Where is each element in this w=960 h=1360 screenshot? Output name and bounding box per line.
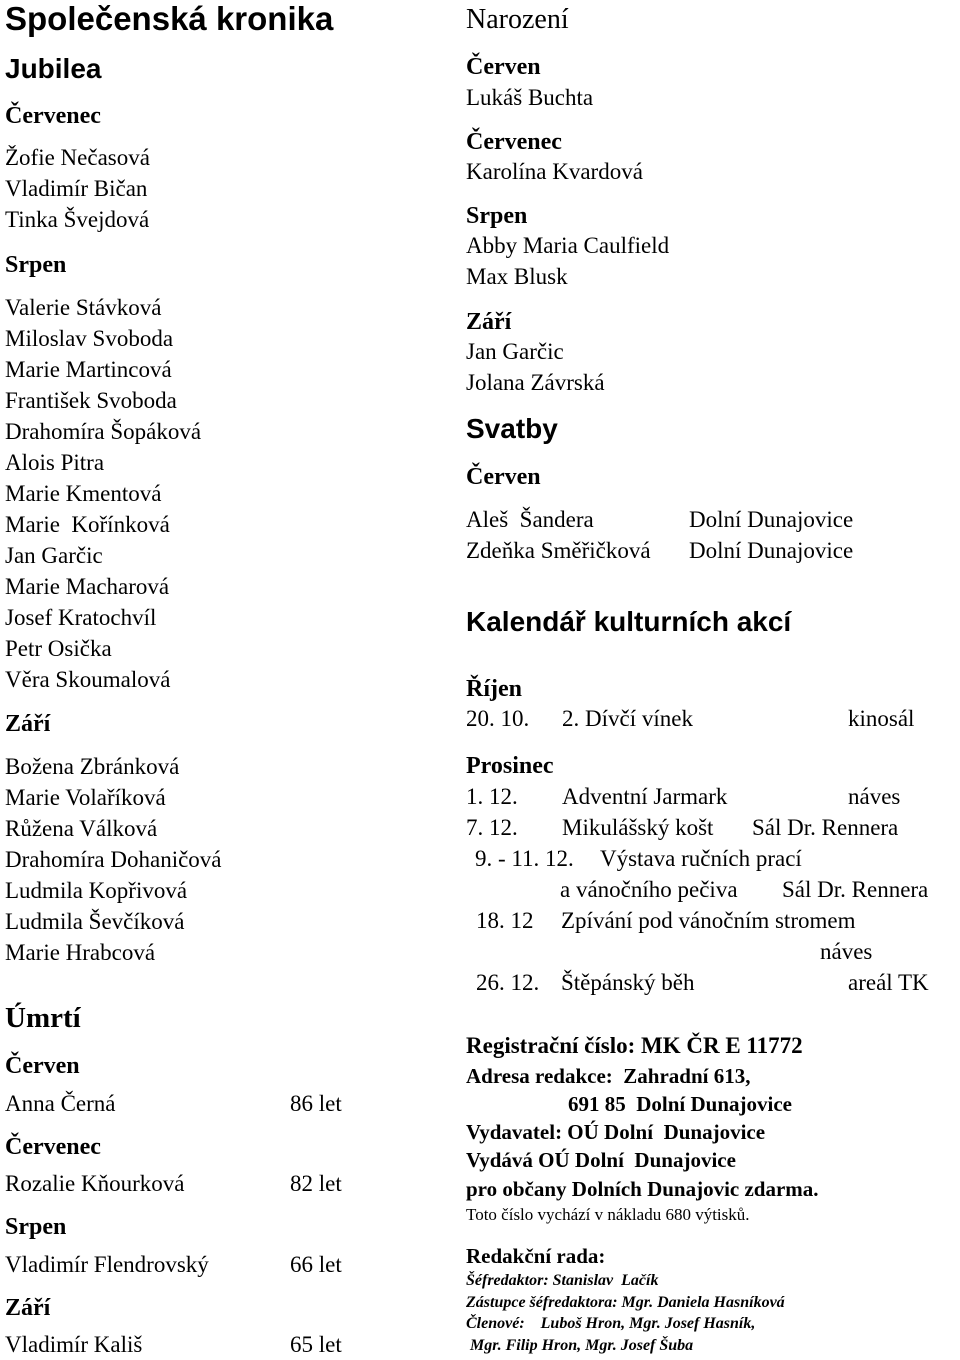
jubilea-person: Božena Zbránková [5, 754, 180, 779]
umrti-month: Srpen [5, 1214, 67, 1240]
jubilea-person: Josef Kratochvíl [5, 605, 157, 630]
event-date: 20. 10. [466, 706, 530, 731]
kalendar-month: Prosinec [466, 753, 554, 779]
umrti-name: Vladimír Kališ [5, 1332, 143, 1357]
kalendar-heading: Kalendář kulturních akcí [466, 606, 792, 637]
event-place: náves [848, 784, 901, 809]
jubilea-person: Ludmila Kopřivová [5, 878, 188, 903]
svatby-name: Aleš Šandera [466, 507, 594, 532]
event-title: 2. Dívčí vínek [562, 706, 693, 731]
jubilea-person: František Svoboda [5, 388, 177, 413]
jubilea-person: Petr Osička [5, 636, 112, 661]
umrti-name: Anna Černá [5, 1091, 116, 1116]
event-title: Výstava ručních prací [600, 846, 802, 871]
board-member: Mgr. Filip Hron, Mgr. Josef Šuba [466, 1337, 694, 1354]
narozeni-month: Srpen [466, 203, 528, 229]
jubilea-person: Marie Macharová [5, 574, 170, 599]
svatby-month: Červen [466, 464, 541, 490]
event-title: Adventní Jarmark [562, 784, 728, 809]
jubilea-month-cervenec: Červenec [5, 103, 101, 129]
jubilea-person: Vladimír Bičan [5, 176, 148, 201]
event-place: areál TK [848, 970, 929, 995]
narozeni-month: Červen [466, 54, 541, 80]
narozeni-person: Abby Maria Caulfield [466, 233, 670, 258]
narozeni-person: Max Blusk [466, 264, 568, 289]
event-date: 26. 12. [476, 970, 540, 995]
kalendar-month: Říjen [466, 676, 522, 702]
event-title: Štěpánský běh [561, 970, 695, 995]
narozeni-heading: Narození [466, 4, 569, 35]
jubilea-person: Drahomíra Dohaničová [5, 847, 222, 872]
board-member: Členové: Luboš Hron, Mgr. Josef Hasník, [466, 1315, 756, 1332]
jubilea-person: Marie Martincová [5, 357, 172, 382]
umrti-month: Červen [5, 1053, 80, 1079]
event-place: kinosál [848, 706, 915, 731]
jubilea-person: Růžena Válková [5, 816, 158, 841]
svatby-place: Dolní Dunajovice [689, 507, 854, 532]
narozeni-person: Jolana Závrská [466, 370, 605, 395]
jubilea-person: Jan Garčic [5, 543, 103, 568]
publisher: Vydavatel: OÚ Dolní Dunajovice [466, 1120, 766, 1144]
jubilea-person: Drahomíra Šopáková [5, 419, 202, 444]
board-heading: Redakční rada: [466, 1244, 606, 1268]
svatby-name: Zdeňka Směřičková [466, 538, 651, 563]
jubilea-month-zari: Září [5, 711, 51, 737]
event-place: náves [820, 939, 873, 964]
jubilea-person: Alois Pitra [5, 450, 105, 475]
jubilea-month-srpen: Srpen [5, 252, 67, 278]
free-distribution: pro občany Dolních Dunajovic zdarma. [466, 1177, 819, 1201]
umrti-month: Červenec [5, 1134, 101, 1160]
address-line-1: Adresa redakce: Zahradní 613, [466, 1064, 751, 1088]
jubilea-person: Tinka Švejdová [5, 207, 150, 232]
jubilea-person: Žofie Nečasová [5, 145, 150, 170]
registration-number: Registrační číslo: MK ČR E 11772 [466, 1033, 803, 1058]
svatby-place: Dolní Dunajovice [689, 538, 854, 563]
issued-by: Vydává OÚ Dolní Dunajovice [466, 1148, 736, 1172]
svatby-heading: Svatby [466, 413, 558, 444]
umrti-age: 65 let [290, 1332, 342, 1357]
board-member: Šéfredaktor: Stanislav Lačík [466, 1272, 659, 1289]
jubilea-person: Marie Kořínková [5, 512, 170, 537]
event-place: Sál Dr. Rennera [782, 877, 929, 902]
jubilea-person: Věra Skoumalová [5, 667, 171, 692]
event-date: 1. 12. [466, 784, 518, 809]
jubilea-person: Marie Volaříková [5, 785, 166, 810]
umrti-name: Vladimír Flendrovský [5, 1252, 209, 1277]
jubilea-person: Valerie Stávková [5, 295, 162, 320]
jubilea-person: Marie Kmentová [5, 481, 162, 506]
board-member: Zástupce šéfredaktora: Mgr. Daniela Hasníková [466, 1294, 785, 1311]
umrti-name: Rozalie Kňourková [5, 1171, 185, 1196]
umrti-month: Září [5, 1295, 51, 1321]
event-date: 18. 12 [476, 908, 534, 933]
narozeni-month: Červenec [466, 129, 562, 155]
narozeni-person: Jan Garčic [466, 339, 564, 364]
umrti-age: 66 let [290, 1252, 342, 1277]
address-line-2: 691 85 Dolní Dunajovice [568, 1092, 793, 1116]
umrti-heading: Úmrtí [5, 1002, 81, 1034]
jubilea-heading: Jubilea [5, 53, 102, 84]
event-date: 7. 12. [466, 815, 518, 840]
event-title: Mikulášský košt [562, 815, 714, 840]
jubilea-person: Marie Hrabcová [5, 940, 156, 965]
event-title: Zpívání pod vánočním stromem [561, 908, 856, 933]
jubilea-person: Ludmila Ševčíková [5, 909, 185, 934]
narozeni-person: Lukáš Buchta [466, 85, 594, 110]
event-place: Sál Dr. Rennera [752, 815, 899, 840]
page-title: Společenská kronika [5, 0, 334, 37]
narozeni-person: Karolína Kvardová [466, 159, 643, 184]
jubilea-person: Miloslav Svoboda [5, 326, 174, 351]
event-title-cont: a vánočního pečiva [560, 877, 738, 902]
event-date: 9. - 11. 12. [475, 846, 574, 871]
print-run: Toto číslo vychází v nákladu 680 výtisků. [466, 1205, 750, 1224]
umrti-age: 82 let [290, 1171, 342, 1196]
narozeni-month: Září [466, 309, 512, 335]
umrti-age: 86 let [290, 1091, 342, 1116]
